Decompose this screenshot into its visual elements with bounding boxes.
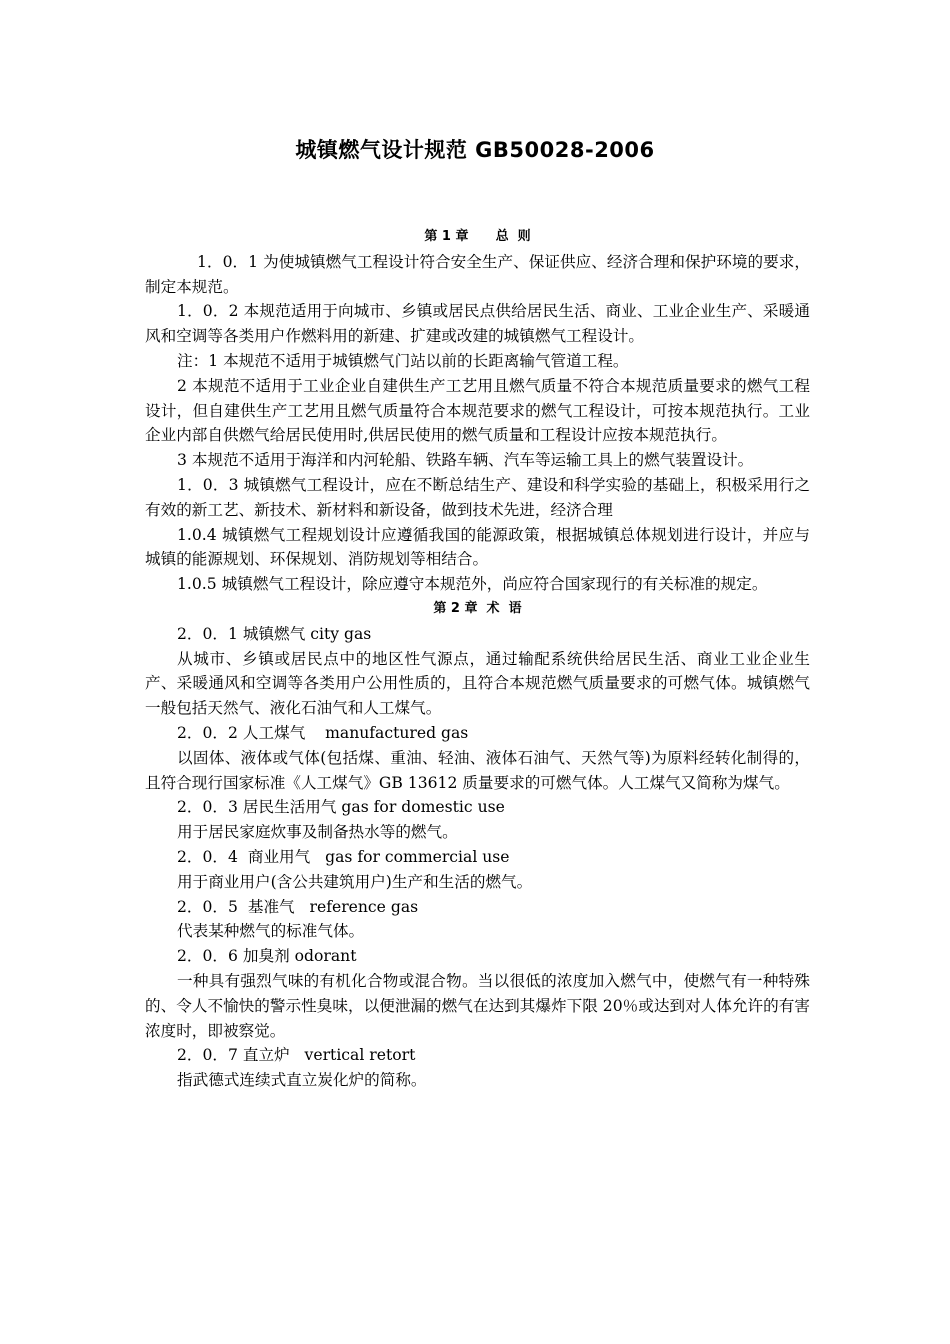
term-2-0-7: 2．0．7 直立炉 vertical retort [177,1046,416,1065]
term-2-0-7-definition: 指武德式连续式直立炭化炉的简称。 [177,1071,427,1090]
term-2-0-2-definition: 以固体、液体或气体(包括煤、重油、轻油、液体石油气、天然气等)为原料经转化制得的，且符合现行国家标准《人工煤气》GB 13612 质量要求的可燃气体。人工煤气又简称为煤气。 [145,748,810,792]
note-2: 2 本规范不适用于工业企业自建供生产工艺用且燃气质量不符合本规范质量要求的燃气工程设计，但自建供生产工艺用且燃气质量符合本规范要求的燃气工程设计，可按本规范执行。工业企业内部自供燃气给居民使用时,供居民使用的燃气质量和工程设计应按本规范执行。 [145,376,810,445]
term-2-0-1: 2．0．1 城镇燃气 city gas [177,624,372,643]
clause-1-0-3: 1．0．3 城镇燃气工程设计，应在不断总结生产、建设和科学实验的基础上，积极采用行之有效的新工艺、新技术、新材料和新设备，做到技术先进，经济合理 [145,475,810,519]
note-3: 3 本规范不适用于海洋和内河轮船、铁路车辆、汽车等运输工具上的燃气装置设计。 [177,451,754,470]
clause-1-0-1: 1．0．1 为使城镇燃气工程设计符合安全生产、保证供应、经济合理和保护环境的要求，制定本规范。 [145,252,810,296]
clause-1-0-5: 1.0.5 城镇燃气工程设计，除应遵守本规范外，尚应符合国家现行的有关标准的规定。 [177,575,768,594]
term-2-0-4-definition: 用于商业用户(含公共建筑用户)生产和生活的燃气。 [177,872,533,891]
term-2-0-4: 2．0．4 商业用气 gas for commercial use [177,847,510,866]
term-2-0-6: 2．0．6 加臭剂 odorant [177,947,357,966]
clause-1-0-4: 1.0.4 城镇燃气工程规划设计应遵循我国的能源政策，根据城镇总体规划进行设计，并应与城镇的能源规划、环保规划、消防规划等相结合。 [145,525,810,569]
term-2-0-5-definition: 代表某种燃气的标准气体。 [177,922,365,941]
document-title: 城镇燃气设计规范 GB50028-2006 [295,138,655,162]
term-2-0-5: 2．0．5 基准气 reference gas [177,897,419,916]
chapter-2-heading: 第 2 章 术 语 [433,600,522,616]
term-2-0-2: 2．0．2 人工煤气 manufactured gas [177,723,469,742]
term-2-0-3-definition: 用于居民家庭炊事及制备热水等的燃气。 [177,823,458,842]
chapter-1-heading: 第 1 章 总 则 [424,229,531,244]
term-2-0-3: 2．0．3 居民生活用气 gas for domestic use [177,798,505,817]
term-2-0-6-definition: 一种具有强烈气味的有机化合物或混合物。当以很低的浓度加入燃气中，使燃气有一种特殊的、令人不愉快的警示性臭味，以便泄漏的燃气在达到其爆炸下限 20％或达到对人体允许的有害浓度时，即被察觉。 [145,971,810,1040]
term-2-0-1-definition: 从城市、乡镇或居民点中的地区性气源点，通过输配系统供给居民生活、商业工业企业生产、采暖通风和空调等各类用户公用性质的，且符合本规范燃气质量要求的可燃气体。城镇燃气一般包括天然气、液化石油气和人工煤气。 [145,649,810,718]
document-body [145,225,810,1093]
clause-1-0-2: 1．0．2 本规范适用于向城市、乡镇或居民点供给居民生活、商业、工业企业生产、采暖通风和空调等各类用户作燃料用的新建、扩建或改建的城镇燃气工程设计。 [145,302,810,346]
note-1: 注：1 本规范不适用于城镇燃气门站以前的长距离输气管道工程。 [177,351,629,370]
